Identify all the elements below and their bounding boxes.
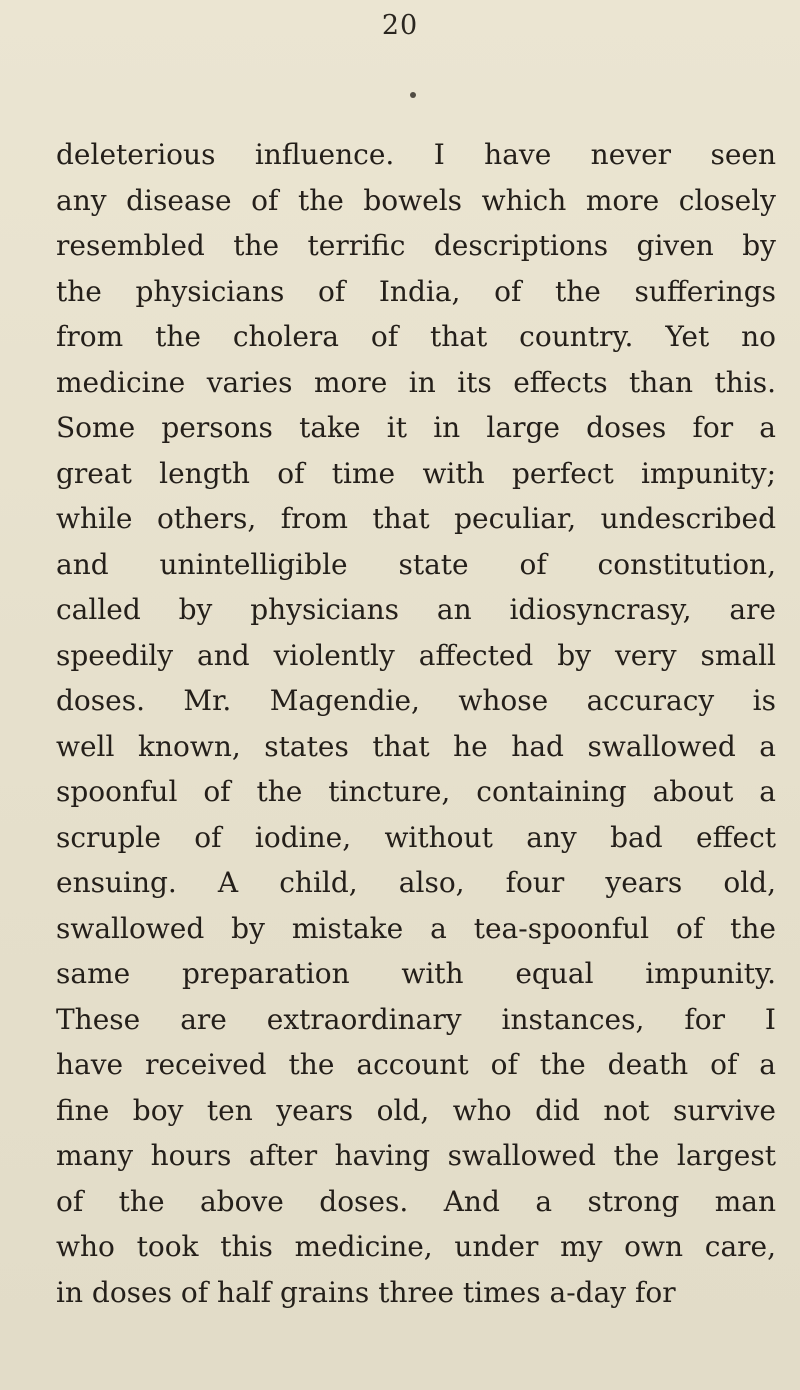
text-line: and unintelligible state of constitution, xyxy=(56,547,776,581)
text-line: doses. Mr. Magendie, whose accuracy is xyxy=(56,684,776,717)
text-line: speedily and violently affected by very small xyxy=(56,638,776,672)
body-text xyxy=(56,132,776,1315)
text-line: These are extraordinary instances, for I xyxy=(56,1002,776,1036)
text-line: called by physicians an idiosyncrasy, are xyxy=(56,593,776,626)
text-line: spoonful of the tincture, containing about a xyxy=(56,775,776,808)
text-line: resembled the terrific descriptions given by xyxy=(56,229,776,262)
text-line: many hours after having swallowed the largest xyxy=(56,1139,776,1172)
text-line: any disease of the bowels which more closely xyxy=(56,183,776,217)
text-line: well known, states that he had swallowed a xyxy=(56,729,776,763)
text-line: great length of time with perfect impunity; xyxy=(56,456,776,490)
text-line: Some persons take it in large doses for a xyxy=(56,411,776,444)
text-line: while others, from that peculiar, undescribed xyxy=(56,502,776,535)
text-line: deleterious influence. I have never seen xyxy=(56,138,776,171)
text-line: the physicians of India, of the sufferings xyxy=(56,274,776,308)
text-line: have received the account of the death of a xyxy=(56,1048,776,1081)
print-mark xyxy=(410,92,416,98)
text-line: from the cholera of that country. Yet no xyxy=(56,320,776,353)
page-number: 20 xyxy=(381,10,419,41)
text-line: same preparation with equal impunity. xyxy=(56,957,776,990)
text-line: of the above doses. And a strong man xyxy=(56,1184,776,1218)
text-line: medicine varies more in its effects than this. xyxy=(56,365,776,399)
text-line: in doses of half grains three times a-day for xyxy=(56,1275,676,1309)
text-line: scruple of iodine, without any bad effect xyxy=(56,820,776,854)
text-line: fine boy ten years old, who did not survive xyxy=(56,1093,776,1127)
text-line: swallowed by mistake a tea-spoonful of the xyxy=(56,911,776,945)
text-line: who took this medicine, under my own care, xyxy=(56,1230,776,1263)
text-line: ensuing. A child, also, four years old, xyxy=(56,866,776,899)
